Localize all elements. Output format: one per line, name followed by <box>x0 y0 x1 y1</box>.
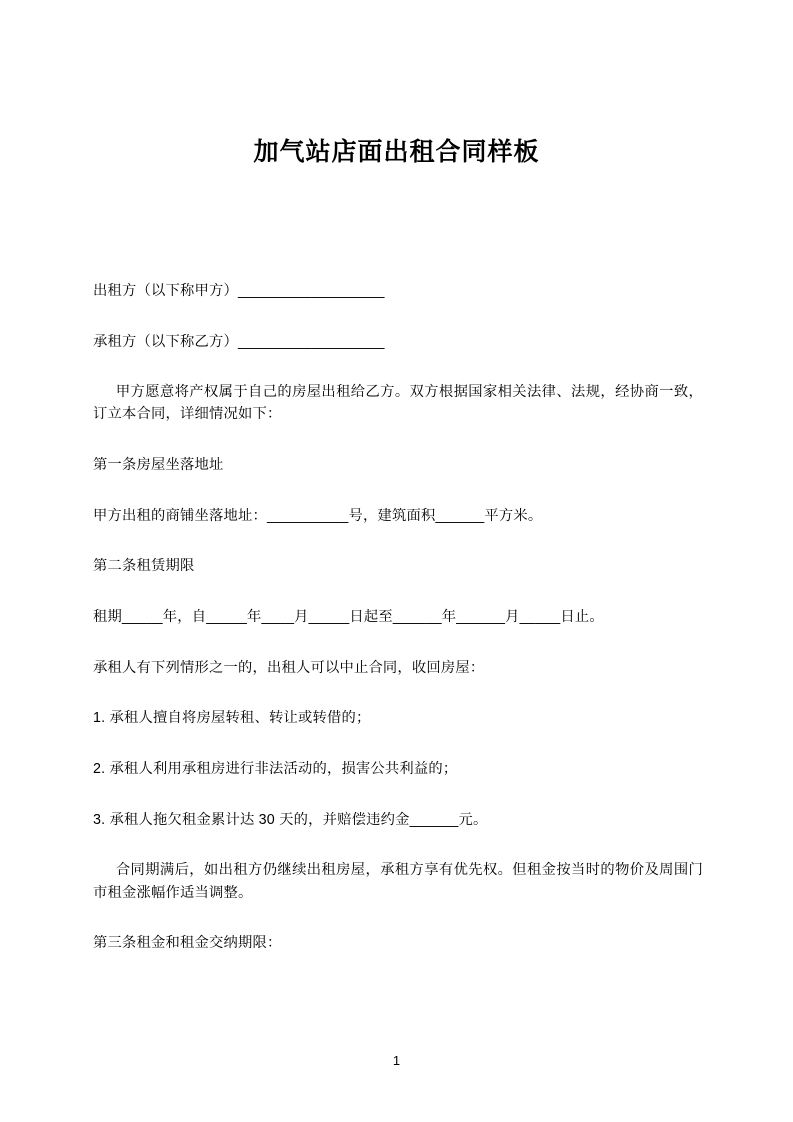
document-body <box>93 280 703 983</box>
page-title: 加气站店面出租合同样板 <box>253 138 540 166</box>
paragraph-lease-term: 租期_____年，自_____年____月_____日起至______年______月_____日止。 <box>93 609 604 626</box>
heading-article-one: 第一条房屋坐落地址 <box>93 457 224 474</box>
paragraph-address: 甲方出租的商铺坐落地址：__________号，建筑面积______平方米。 <box>93 507 543 524</box>
list-item-termination-3: 3. 承租人拖欠租金累计达 30 天的，并赔偿违约金______元。 <box>93 811 488 828</box>
heading-article-two: 第二条租赁期限 <box>93 558 195 575</box>
list-item-termination-2: 2. 承租人利用承租房进行非法活动的，损害公共利益的； <box>93 761 458 778</box>
list-item-termination-1: 1. 承租人擅自将房屋转租、转让或转借的； <box>93 710 371 727</box>
page-number: 1 <box>392 1053 401 1068</box>
heading-article-three: 第三条租金和租金交纳期限： <box>93 935 282 952</box>
paragraph-renewal-priority: 合同期满后，如出租方仍继续出租房屋，承租方享有优先权。但租金按当时的物价及周围门市租金涨幅作适当调整。 <box>93 862 703 901</box>
paragraph-lessee-line: 承租方（以下称乙方）__________________ <box>93 333 385 350</box>
paragraph-preamble: 甲方愿意将产权属于自己的房屋出租给乙方。双方根据国家相关法律、法规，经协商一致，订立本合同，详细情况如下： <box>93 384 703 423</box>
paragraph-termination-intro: 承租人有下列情形之一的，出租人可以中止合同，收回房屋： <box>93 659 485 676</box>
paragraph-lessor-line: 出租方（以下称甲方）__________________ <box>93 283 385 299</box>
